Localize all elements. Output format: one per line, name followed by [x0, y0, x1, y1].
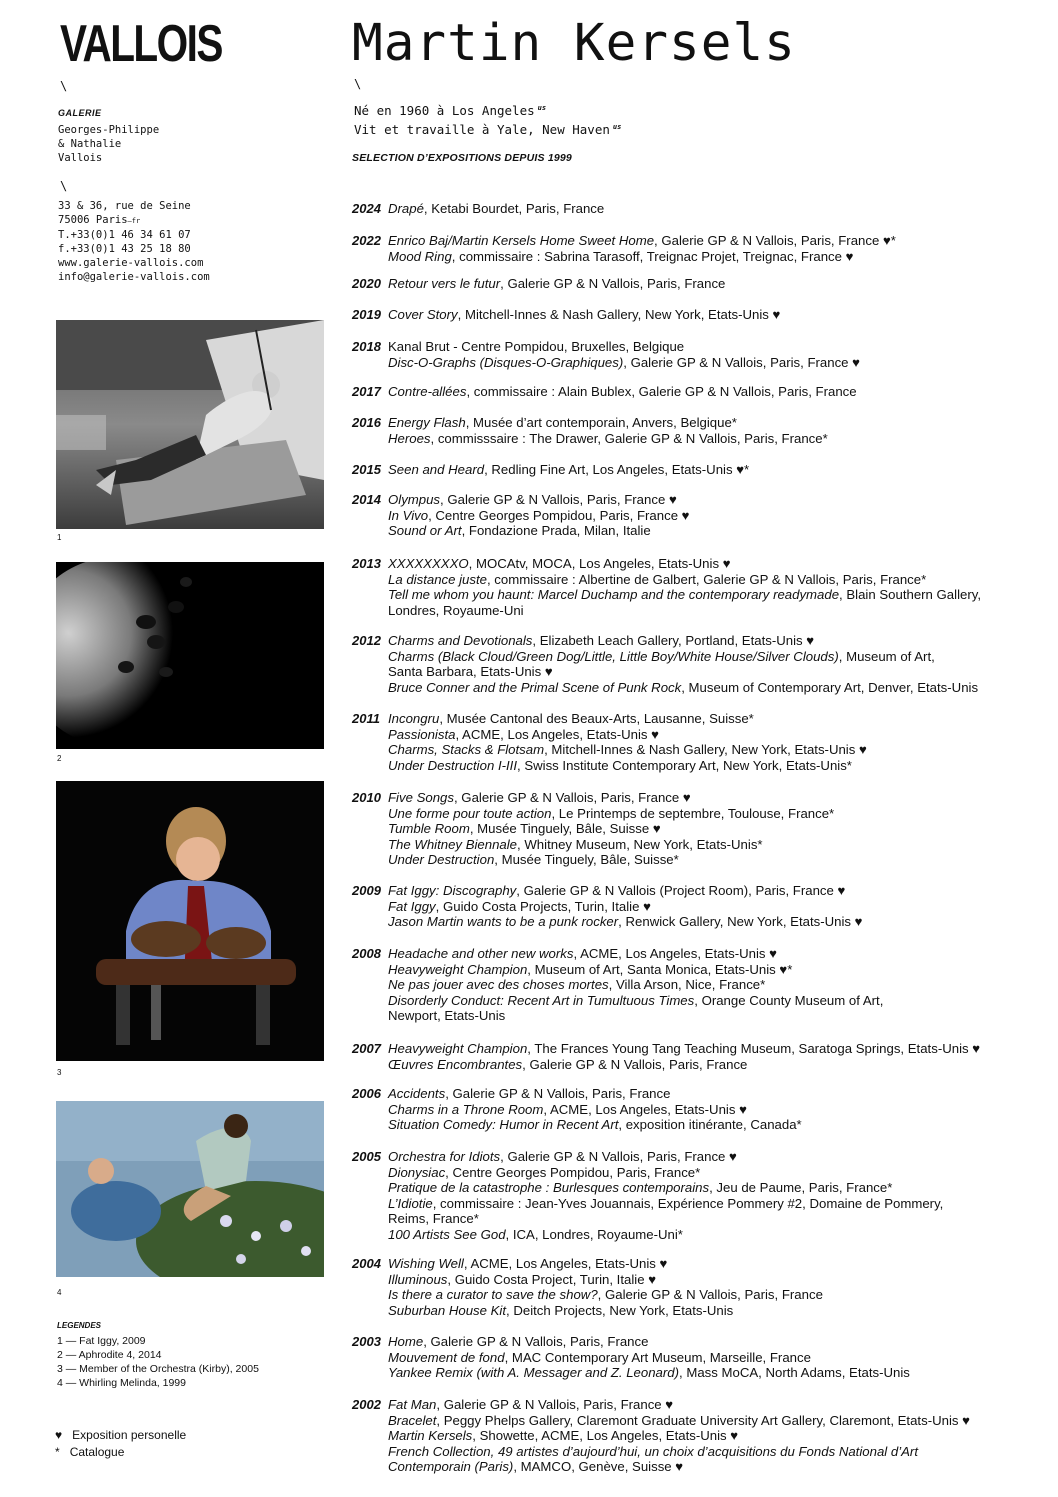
exhibition-title: Accidents	[388, 1086, 446, 1101]
exhibition-title: French Collection, 49 artistes d’aujourd’hui, un choix d’acquisitions du Fonds National d’Art	[388, 1443, 918, 1459]
exhibition-title: Tumble Room	[388, 821, 470, 837]
exhibition-line	[388, 977, 1056, 993]
exhibition-title: Charms, Stacks & Flotsam	[388, 742, 545, 758]
exhibition-entries	[388, 1397, 1056, 1475]
exhibition-venue: , commissaire : Sabrina Tarasoff, Treignac Projet, Treignac, France ♥	[451, 248, 854, 264]
exhibition-venue: , ACME, Los Angeles, Etats-Unis ♥	[455, 726, 659, 742]
address-line: 33 & 36, rue de Seine	[58, 200, 191, 212]
exhibition-venue: , Galerie GP & N Vallois, Paris, France	[423, 1334, 649, 1349]
exhibition-title: Situation Comedy: Humor in Recent Art	[388, 1117, 619, 1133]
owner-line: & Nathalie	[58, 138, 122, 150]
exhibition-venue: , Swiss Institute Contemporary Art, New York, Etats-Unis*	[517, 757, 852, 773]
exhibition-venue: , ACME, Los Angeles, Etats-Unis ♥	[543, 1101, 747, 1117]
exhibition-year: 2011	[352, 711, 380, 726]
exhibition-venue: , exposition itinérante, Canada*	[618, 1117, 802, 1133]
exhibition-line	[388, 1117, 1056, 1133]
exhibition-venue: , Le Printemps de septembre, Toulouse, France*	[551, 805, 835, 821]
exhibition-line	[388, 993, 1056, 1009]
exhibition-line	[388, 307, 1056, 323]
exhibition-title: Home	[388, 1334, 424, 1349]
gallery-owners	[58, 123, 159, 165]
email-link[interactable]: info@galerie-vallois.com	[58, 271, 210, 283]
exhibition-title: Energy Flash	[388, 415, 466, 430]
exhibition-year: 2013	[352, 556, 381, 571]
exhibition-title: Drapé	[388, 201, 424, 216]
exhibition-line	[388, 1365, 1056, 1381]
exhibition-title: Bracelet	[388, 1412, 437, 1428]
key-label: Catalogue	[69, 1445, 125, 1459]
exhibition-title: Fat Iggy: Discography	[388, 883, 517, 898]
exhibition-year: 2016	[352, 415, 381, 430]
exhibition-entries	[388, 1086, 1056, 1133]
exhibition-title: Under Destruction I-III	[388, 757, 517, 773]
legend-item: 4 — Whirling Melinda, 1999	[57, 1377, 186, 1389]
exhibition-year: 2012	[352, 633, 381, 648]
exhibition-line	[388, 1334, 1056, 1350]
exhibition-line	[388, 649, 1056, 665]
artist-bio	[354, 100, 621, 138]
exhibition-line	[388, 914, 1056, 930]
exhibition-year: 2002	[352, 1397, 381, 1412]
exhibition-line	[388, 1165, 1056, 1181]
exhibition-line	[388, 837, 1056, 853]
exhibition-venue: , Redling Fine Art, Los Angeles, Etats-Unis ♥*	[484, 462, 750, 477]
owner-line: Georges-Philippe	[58, 124, 160, 136]
exhibition-title: Heavyweight Champion	[388, 961, 528, 977]
exhibition-venue: , MAC Contemporary Art Museum, Marseille, France	[504, 1349, 811, 1365]
exhibition-venue: , Musée Tinguely, Bâle, Suisse ♥	[469, 821, 661, 837]
exhibition-line	[388, 883, 1056, 899]
photo-number: 3	[57, 1068, 62, 1077]
exhibition-venue: , Musée Tinguely, Bâle, Suisse*	[494, 852, 679, 868]
section-title: SELECTION D’EXPOSITIONS DEPUIS 1999	[352, 152, 572, 164]
exhibition-line	[388, 523, 1056, 539]
legend-item: 2 — Aphrodite 4, 2014	[57, 1349, 162, 1361]
exhibition-line	[388, 1272, 1056, 1288]
exhibition-venue: , commisssaire : The Drawer, Galerie GP & N Vallois, Paris, France*	[430, 430, 828, 446]
exhibition-title: Tell me whom you haunt: Marcel Duchamp and the contemporary readymade	[388, 587, 840, 603]
exhibition-title: Is there a curator to save the show?	[388, 1287, 598, 1303]
exhibition-venue: , Deitch Projects, New York, Etats-Unis	[506, 1302, 734, 1318]
photo-whirling-melinda	[56, 1101, 324, 1277]
exhibition-line	[388, 572, 1056, 588]
website-link[interactable]: www.galerie-vallois.com	[58, 257, 204, 269]
country-code: —fr	[127, 217, 141, 225]
exhibition-title: Contemporain (Paris)	[388, 1459, 514, 1475]
exhibition-venue: , The Frances Young Tang Teaching Museum, Saratoga Springs, Etats-Unis ♥	[527, 1041, 981, 1056]
exhibition-venue: Kanal Brut - Centre Pompidou, Bruxelles, Belgique	[388, 339, 685, 354]
exhibition-entries	[388, 1149, 1056, 1243]
exhibition-venue: , Guido Costa Projects, Turin, Italie ♥	[435, 898, 651, 914]
exhibition-line	[388, 821, 1056, 837]
exhibition-title: Mood Ring	[388, 248, 452, 264]
exhibition-entries	[388, 556, 1056, 618]
exhibition-title: Olympus	[388, 492, 441, 507]
exhibition-venue: , Galerie GP & N Vallois, Paris, France ♥	[440, 492, 677, 507]
exhibition-entries	[388, 492, 1056, 539]
exhibition-title: Pratique de la catastrophe : Burlesques contemporains	[388, 1180, 710, 1196]
exhibition-year: 2024	[352, 201, 381, 216]
exhibition-line	[388, 201, 1056, 217]
exhibition-title: Seen and Heard	[388, 462, 485, 477]
exhibition-line	[388, 1303, 1056, 1319]
exhibition-line	[388, 962, 1056, 978]
exhibition-venue: , Orange County Museum of Art,	[694, 992, 884, 1008]
exhibition-entries	[388, 1334, 1056, 1381]
exhibition-venue: , Museum of Art,	[838, 648, 935, 664]
exhibition-title: Contre-allées	[388, 384, 467, 399]
exhibition-entries	[388, 711, 1056, 773]
exhibition-year: 2019	[352, 307, 381, 322]
exhibition-line	[388, 1227, 1056, 1243]
exhibition-year: 2007	[352, 1041, 381, 1056]
exhibition-entries	[388, 883, 1056, 930]
exhibition-venue: , Villa Arson, Nice, France*	[608, 977, 766, 993]
exhibition-line	[388, 1350, 1056, 1366]
exhibition-entries	[388, 1256, 1056, 1318]
gallery-label: GALERIE	[58, 108, 102, 118]
exhibition-title: Cover Story	[388, 307, 458, 322]
exhibition-venue: , Centre Georges Pompidou, Paris, France*	[445, 1164, 701, 1180]
exhibition-title: Headache and other new works	[388, 946, 574, 961]
exhibition-line	[388, 790, 1056, 806]
exhibition-venue: , Renwick Gallery, New York, Etats-Unis ♥	[618, 914, 863, 930]
exhibition-line	[388, 1102, 1056, 1118]
exhibition-venue: Londres, Royaume-Uni	[388, 602, 524, 618]
exhibition-year: 2003	[352, 1334, 381, 1349]
exhibition-line	[388, 664, 1056, 680]
exhibition-line	[388, 680, 1056, 696]
exhibition-venue: Reims, France*	[388, 1211, 479, 1227]
exhibition-venue: , Mass MoCA, North Adams, Etats-Unis	[679, 1365, 910, 1381]
exhibition-title: Ne pas jouer avec des choses mortes	[388, 977, 609, 993]
photo-number: 1	[57, 533, 62, 542]
exhibition-venue: Santa Barbara, Etats-Unis ♥	[388, 664, 553, 680]
exhibition-line	[388, 384, 1056, 400]
exhibition-venue: , Galerie GP & N Vallois (Project Room), Paris, France ♥	[516, 883, 846, 898]
exhibition-title: Fat Iggy	[388, 898, 436, 914]
exhibition-venue: , Galerie GP & N Vallois, Paris, France ♥	[500, 1149, 737, 1164]
exhibition-line	[388, 852, 1056, 868]
exhibition-line	[388, 758, 1056, 774]
exhibition-entries	[388, 307, 1056, 323]
exhibition-title: Charms (Black Cloud/Green Dog/Little, Little Boy/White House/Silver Clouds)	[388, 648, 839, 664]
exhibition-year: 2015	[352, 462, 381, 477]
exhibition-line	[388, 711, 1056, 727]
key-label: Exposition personelle	[72, 1428, 187, 1442]
exhibition-line	[388, 1041, 1056, 1057]
exhibition-venue: , Blain Southern Gallery,	[839, 587, 982, 603]
exhibition-venue: , Museum of Contemporary Art, Denver, Etats-Unis	[681, 679, 979, 695]
exhibition-title: Charms and Devotionals	[388, 633, 533, 648]
exhibition-title: In Vivo	[388, 507, 429, 523]
legends-label: LEGENDES	[57, 1321, 102, 1330]
exhibition-venue: , Jeu de Paume, Paris, France*	[709, 1180, 893, 1196]
exhibition-line	[388, 508, 1056, 524]
exhibition-line	[388, 1444, 1056, 1460]
exhibition-venue: , Galerie GP & N Vallois, Paris, France	[597, 1287, 823, 1303]
exhibition-title: Jason Martin wants to be a punk rocker	[388, 914, 619, 930]
exhibition-title: Wishing Well	[388, 1256, 464, 1271]
exhibition-line	[388, 556, 1056, 572]
exhibition-line	[388, 339, 1056, 355]
exhibition-venue: , Guido Costa Project, Turin, Italie ♥	[447, 1271, 657, 1287]
exhibition-title: Œuvres Encombrantes	[388, 1056, 523, 1072]
exhibition-title: Disorderly Conduct: Recent Art in Tumultuous Times	[388, 992, 695, 1008]
exhibition-title: Bruce Conner and the Primal Scene of Punk Rock	[388, 679, 682, 695]
exhibition-line	[388, 1057, 1056, 1073]
exhibition-venue: , commissaire : Jean-Yves Jouannais, Expérience Pommery #2, Domaine de Pommery,	[432, 1195, 944, 1211]
exhibition-line	[388, 1008, 1056, 1024]
exhibition-line	[388, 431, 1056, 447]
exhibition-venue: , Galerie GP & N Vallois, Paris, France	[445, 1086, 671, 1101]
legends-list	[57, 1334, 259, 1390]
legend-item: 1 — Fat Iggy, 2009	[57, 1335, 146, 1347]
legend-item: 3 — Member of the Orchestra (Kirby), 2005	[57, 1363, 259, 1375]
exhibition-title: Sound or Art	[388, 523, 462, 539]
exhibition-line	[388, 603, 1056, 619]
exhibition-title: Passionista	[388, 726, 456, 742]
exhibition-title: La distance juste	[388, 571, 487, 587]
photo-number: 2	[57, 754, 62, 763]
exhibition-title: Fat Man	[388, 1397, 437, 1412]
owner-line: Vallois	[58, 152, 103, 164]
exhibition-line	[388, 1149, 1056, 1165]
exhibition-entries	[388, 276, 1056, 292]
artist-name: Martin Kersels	[352, 14, 796, 73]
exhibition-title: Retour vers le futur	[388, 276, 501, 291]
exhibition-year: 2009	[352, 883, 381, 898]
exhibition-title: Enrico Baj/Martin Kersels Home Sweet Home	[388, 233, 655, 248]
photo-aphrodite-4	[56, 562, 324, 749]
exhibition-year: 2004	[352, 1256, 381, 1271]
exhibition-line	[388, 1211, 1056, 1227]
exhibition-venue: , ACME, Los Angeles, Etats-Unis ♥	[573, 946, 777, 961]
exhibition-venue: , Ketabi Bourdet, Paris, France	[423, 201, 605, 216]
exhibition-year: 2006	[352, 1086, 381, 1101]
exhibition-title: Une forme pour toute action	[388, 805, 552, 821]
exhibition-venue: , Galerie GP & N Vallois, Paris, France ♥	[436, 1397, 674, 1412]
exhibition-venue: , ACME, Los Angeles, Etats-Unis ♥	[463, 1256, 668, 1271]
exhibition-title: Heavyweight Champion	[388, 1041, 528, 1056]
exhibition-line	[388, 1428, 1056, 1444]
exhibition-venue: , Musée Cantonal des Beaux-Arts, Lausanne, Suisse*	[439, 711, 754, 726]
exhibition-year: 2018	[352, 339, 381, 354]
exhibition-venue: , Mitchell-Innes & Nash Gallery, New York, Etats-Unis ♥	[544, 742, 867, 758]
exhibition-venue: , MOCAtv, MOCA, Los Angeles, Etats-Unis ♥	[468, 556, 731, 571]
exhibition-venue: , commissaire : Albertine de Galbert, Galerie GP & N Vallois, Paris, France*	[486, 571, 927, 587]
exhibition-year: 2008	[352, 946, 381, 961]
exhibition-line	[388, 806, 1056, 822]
photo-member-of-the-orchestra	[56, 781, 324, 1061]
exhibition-line	[388, 1180, 1056, 1196]
exhibition-venue: , Galerie GP & N Vallois, Paris, France	[522, 1056, 748, 1072]
exhibition-entries	[388, 233, 1056, 264]
exhibition-entries	[388, 462, 1056, 478]
exhibition-line	[388, 1287, 1056, 1303]
exhibition-venue: , Fondazione Prada, Milan, Italie	[461, 523, 651, 539]
photo-number: 4	[57, 1288, 62, 1297]
exhibition-title: Martin Kersels	[388, 1428, 473, 1444]
exhibition-title: Five Songs	[388, 790, 454, 805]
photo-fat-iggy	[56, 320, 324, 529]
heart-icon: ♥	[55, 1428, 63, 1442]
exhibition-venue: , Musée d’art contemporain, Anvers, Belgique*	[465, 415, 737, 430]
exhibition-venue: , Mitchell-Innes & Nash Gallery, New York, Etats-Unis ♥	[457, 307, 781, 322]
exhibition-year: 2014	[352, 492, 381, 507]
exhibition-entries	[388, 1041, 1056, 1072]
exhibition-line	[388, 276, 1056, 292]
exhibition-venue: , Elizabeth Leach Gallery, Portland, Etats-Unis ♥	[532, 633, 815, 648]
exhibition-year: 2020	[352, 276, 381, 291]
country-code: us	[612, 123, 622, 131]
exhibition-title: Under Destruction	[388, 852, 495, 868]
exhibition-line	[388, 1086, 1056, 1102]
exhibition-venue: , ICA, Londres, Royaume-Uni*	[505, 1226, 683, 1242]
residence-text: Vit et travaille à Yale, New Haven	[354, 122, 610, 137]
exhibition-line	[388, 633, 1056, 649]
exhibition-line	[388, 415, 1056, 431]
exhibition-line	[388, 1256, 1056, 1272]
exhibition-venue: , Whitney Museum, New York, Etats-Unis*	[517, 836, 763, 852]
city: 75006 Paris	[58, 214, 128, 226]
exhibition-year: 2017	[352, 384, 381, 399]
exhibition-entries	[388, 339, 1056, 370]
exhibition-year: 2022	[352, 233, 381, 248]
exhibition-venue: , Galerie GP & N Vallois, Paris, France ♥	[453, 790, 691, 805]
gallery-logo[interactable]: VALLOIS	[60, 15, 222, 73]
birth-line	[354, 100, 621, 119]
residence-line	[354, 119, 621, 138]
exhibition-venue: , commissaire : Alain Bublex, Galerie GP & N Vallois, Paris, France	[466, 384, 857, 399]
exhibition-venue: , MAMCO, Genève, Suisse ♥	[513, 1459, 684, 1475]
exhibition-line	[388, 1196, 1056, 1212]
exhibition-venue: , Peggy Phelps Gallery, Claremont Graduate University Art Gallery, Claremont, Etats-Unis ♥	[436, 1412, 970, 1428]
exhibition-entries	[388, 201, 1056, 217]
fax: f.+33(0)1 43 25 18 80	[58, 243, 191, 255]
slash-divider: \	[354, 77, 362, 91]
exhibition-title: XXXXXXXXO	[388, 556, 469, 571]
city-line	[58, 213, 210, 228]
exhibition-entries	[388, 946, 1056, 1024]
exhibition-line	[388, 742, 1056, 758]
exhibition-entries	[388, 633, 1056, 695]
exhibition-title: Incongru	[388, 711, 440, 726]
exhibition-line	[388, 249, 1056, 265]
birth-text: Né en 1960 à Los Angeles	[354, 103, 535, 118]
exhibition-title: Heroes	[388, 430, 431, 446]
asterisk-icon: *	[55, 1445, 60, 1459]
exhibition-line	[388, 462, 1056, 478]
exhibition-title: Suburban House Kit	[388, 1302, 507, 1318]
exhibition-title: Dionysiac	[388, 1164, 446, 1180]
exhibition-line	[388, 727, 1056, 743]
exhibition-line	[388, 1459, 1056, 1475]
key-solo-show	[55, 1427, 186, 1443]
slash-divider: \	[60, 179, 68, 193]
exhibition-title: Orchestra for Idiots	[388, 1149, 501, 1164]
slash-divider: \	[60, 79, 68, 93]
country-code: us	[537, 104, 547, 112]
exhibition-title: Yankee Remix (with A. Messager and Z. Leonard)	[388, 1365, 679, 1381]
exhibition-line	[388, 233, 1056, 249]
exhibition-line	[388, 355, 1056, 371]
exhibition-year: 2010	[352, 790, 381, 805]
exhibition-venue: Newport, Etats-Unis	[388, 1008, 506, 1024]
exhibition-venue: , Galerie GP & N Vallois, Paris, France ♥	[623, 354, 860, 370]
exhibition-line	[388, 1397, 1056, 1413]
key-catalogue	[55, 1444, 124, 1460]
gallery-contact	[58, 199, 210, 284]
exhibition-title: Disc-O-Graphs (Disques-O-Graphiques)	[388, 354, 624, 370]
exhibition-entries	[388, 415, 1056, 446]
exhibition-venue: , Museum of Art, Santa Monica, Etats-Unis ♥*	[527, 961, 793, 977]
exhibition-entries	[388, 384, 1056, 400]
exhibition-line	[388, 899, 1056, 915]
exhibition-entries	[388, 790, 1056, 868]
exhibition-title: Illuminous	[388, 1271, 448, 1287]
exhibition-venue: , Showette, ACME, Los Angeles, Etats-Unis ♥	[472, 1428, 739, 1444]
exhibition-title: 100 Artists See God	[388, 1226, 506, 1242]
exhibition-line	[388, 492, 1056, 508]
exhibition-venue: , Galerie GP & N Vallois, Paris, France ♥*	[654, 233, 896, 248]
exhibition-title: Mouvement de fond	[388, 1349, 505, 1365]
exhibition-venue: , Galerie GP & N Vallois, Paris, France	[500, 276, 726, 291]
phone: T.+33(0)1 46 34 61 07	[58, 229, 191, 241]
exhibition-title: Charms in a Throne Room	[388, 1101, 544, 1117]
exhibition-line	[388, 946, 1056, 962]
exhibition-title: L’Idiotie	[388, 1195, 433, 1211]
exhibition-line	[388, 1413, 1056, 1429]
exhibition-line	[388, 587, 1056, 603]
exhibition-title: The Whitney Biennale	[388, 836, 518, 852]
exhibition-year: 2005	[352, 1149, 381, 1164]
exhibition-venue: , Centre Georges Pompidou, Paris, France ♥	[428, 507, 690, 523]
